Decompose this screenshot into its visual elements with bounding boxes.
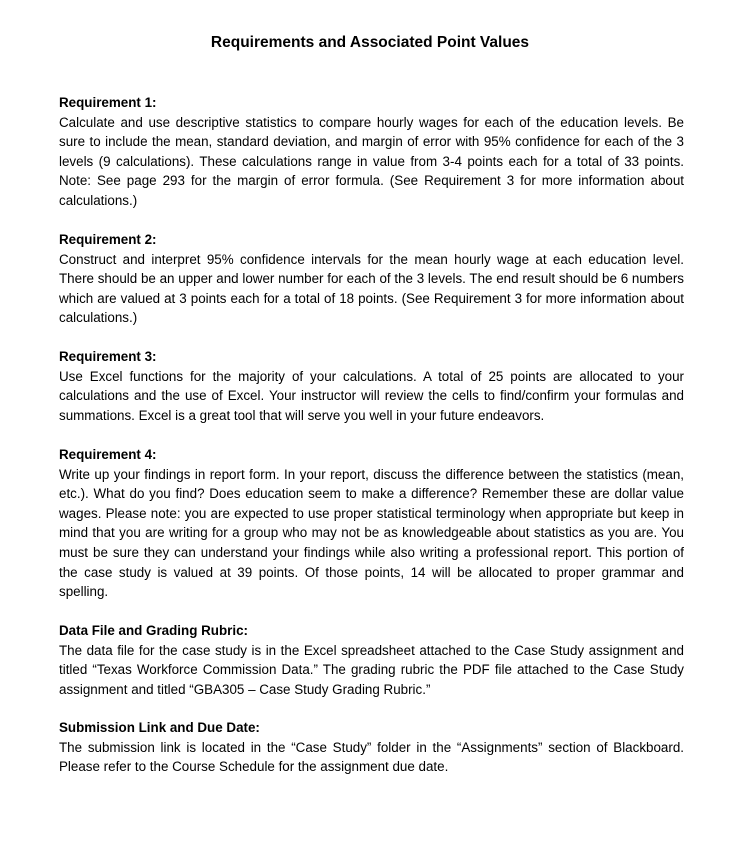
submission-body: The submission link is located in the “Case Study” folder in the “Assignments” section of Blackboard. Please refer to the Course Schedule for the assignment due date. — [59, 739, 684, 775]
requirement-1-section — [59, 93, 684, 211]
requirement-3-section — [59, 347, 684, 425]
requirement-1-body: Calculate and use descriptive statistics to compare hourly wages for each of the education levels. Be sure to include the mean, standard deviation, and margin of error with 95% confidence for each of the 3 levels (9 calculations). These calculations range in value from 3-4 points each for a total of 33 points. Note: See page 293 for the margin of error formula. (See Requirement 3 for more information about calculations.) — [59, 114, 684, 208]
submission-section — [59, 718, 684, 777]
requirement-3-heading: Requirement 3: — [59, 349, 157, 364]
requirement-3-body: Use Excel functions for the majority of your calculations. A total of 25 points are allocated to your calculations and the use of Excel. Your instructor will review the cells to find/confirm your formulas and summations. Excel is a great tool that will serve you well in your future endeavors. — [59, 368, 684, 423]
requirement-4-body: Write up your findings in report form. In your report, discuss the difference between the statistics (mean, etc.). What do you find? Does education seem to make a difference? Remember these are dollar value wages. Please note: you are expected to use proper statistical terminology when appropriate but keep in mind that you are writing for a group who may not be as knowledgeable about statistics as you are. You must be sure they can understand your findings while also writing a professional report. This portion of the case study is valued at 39 points. Of those points, 14 will be allocated to proper grammar and spelling. — [59, 466, 684, 600]
requirement-2-body: Construct and interpret 95% confidence intervals for the mean hourly wage at each education level. There should be an upper and lower number for each of the 3 levels. The end result should be 6 numbers which are valued at 3 points each for a total of 18 points. (See Requirement 3 for more information about calculations.) — [59, 251, 684, 326]
requirement-2-section — [59, 230, 684, 328]
data-file-heading: Data File and Grading Rubric: — [59, 623, 248, 638]
requirement-4-heading: Requirement 4: — [59, 447, 157, 462]
data-file-body: The data file for the case study is in the Excel spreadsheet attached to the Case Study assignment and titled “Texas Workforce Commission Data.” The grading rubric the PDF file attached to the Case Study assignment and titled “GBA305 – Case Study Grading Rubric.” — [59, 642, 684, 697]
data-file-section — [59, 621, 684, 699]
requirement-2-heading: Requirement 2: — [59, 232, 157, 247]
requirement-1-heading: Requirement 1: — [59, 95, 157, 110]
submission-heading: Submission Link and Due Date: — [59, 720, 260, 735]
page-title: Requirements and Associated Point Values — [210, 34, 530, 51]
requirement-4-section — [59, 445, 684, 602]
